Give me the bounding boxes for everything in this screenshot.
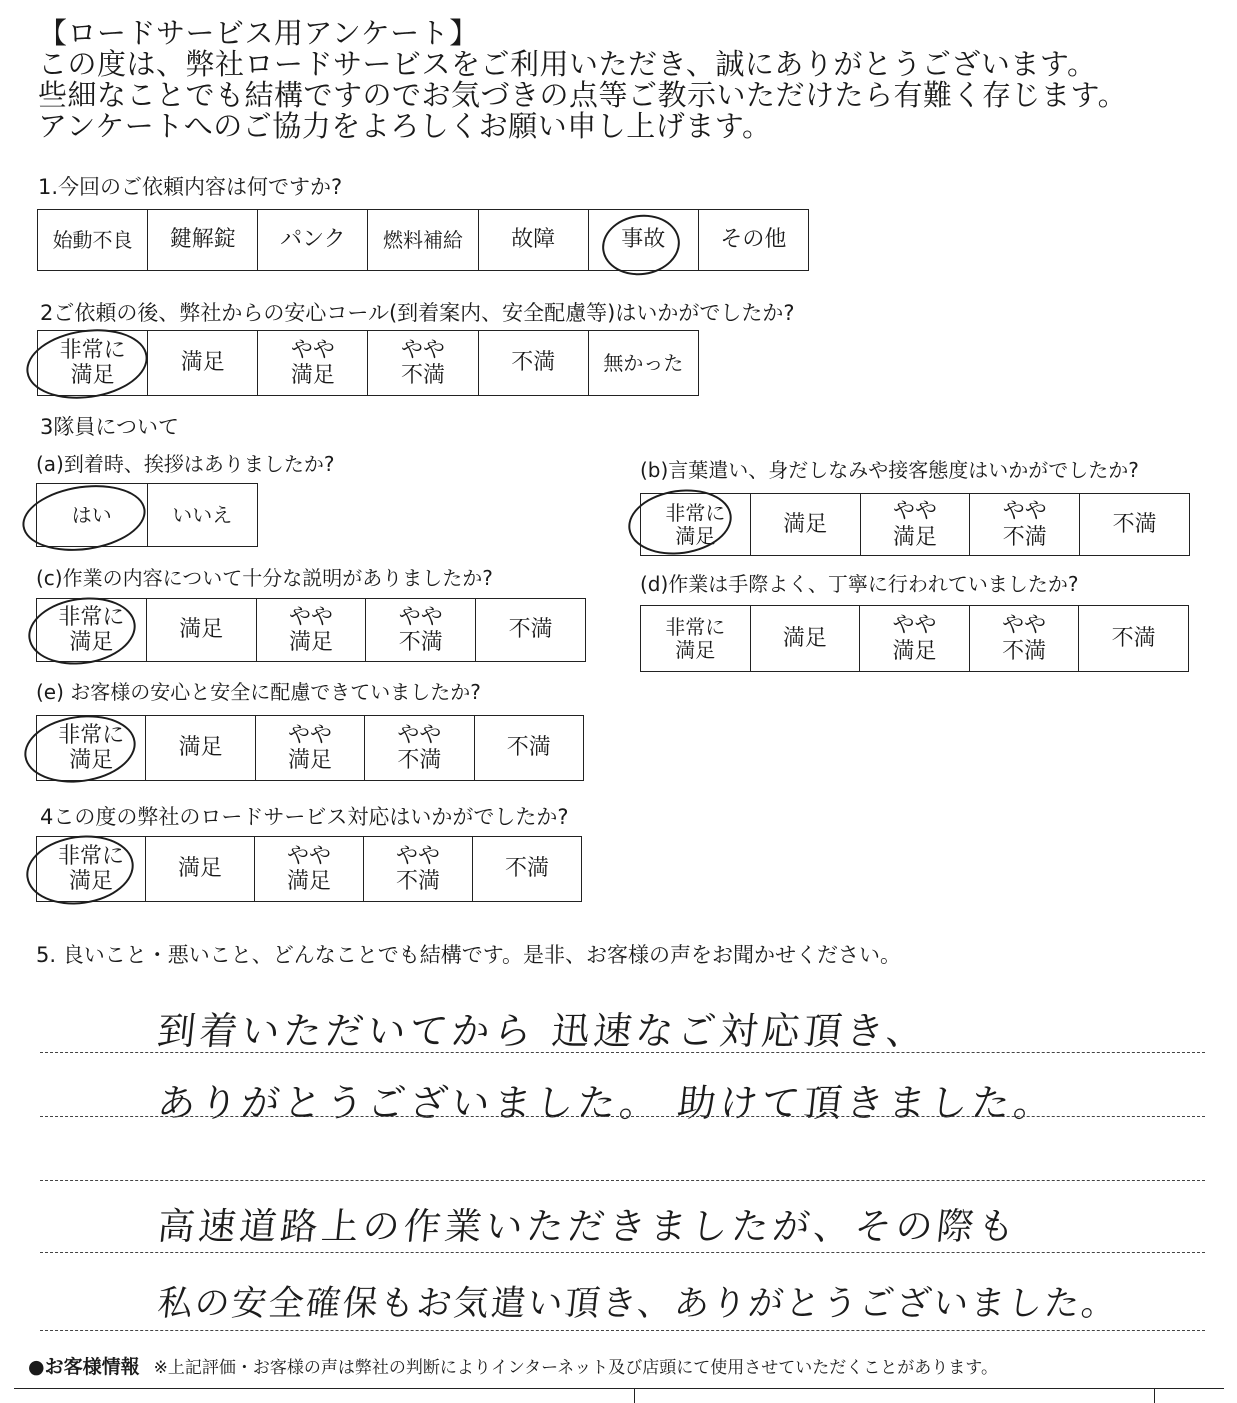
q4-option[interactable]: 不満 xyxy=(473,837,582,902)
q3d-options xyxy=(640,605,1189,672)
q3b-option[interactable]: 不満 xyxy=(1080,494,1190,556)
q2-options xyxy=(37,330,699,396)
q1-options xyxy=(37,209,809,271)
q3b-option[interactable]: やや 不満 xyxy=(970,494,1080,556)
customer-info-table xyxy=(14,1388,1224,1403)
answer-rule xyxy=(40,1180,1205,1181)
answer-rule xyxy=(40,1052,1205,1053)
q1-option[interactable]: 始動不良 xyxy=(38,210,148,271)
customer-info-heading: ●お客様情報 xyxy=(28,1356,140,1378)
q3e-title: (e) お客様の安心と安全に配慮できていましたか? xyxy=(36,680,481,704)
q3e-option[interactable]: 満足 xyxy=(146,716,255,781)
q4-options xyxy=(36,836,582,902)
q4-title: 4この度の弊社のロードサービス対応はいかがでしたか? xyxy=(40,805,569,829)
q3b-option[interactable]: 満足 xyxy=(750,494,860,556)
answer-rule xyxy=(40,1116,1205,1117)
q3e-option[interactable]: やや 満足 xyxy=(255,716,364,781)
usage-note: ※上記評価・お客様の声は弊社の判断によりインターネット及び店頭にて使用させていただくことがあります。 xyxy=(153,1358,998,1378)
q1-option[interactable]: パンク xyxy=(258,210,368,271)
q1-option[interactable]: 燃料補給 xyxy=(368,210,478,271)
q3d-option[interactable]: やや 不満 xyxy=(969,606,1079,672)
intro-line-3: アンケートへのご協力をよろしくお願い申し上げます。 xyxy=(38,109,772,143)
handwritten-answer-line-1: 到着いただいてから 迅速なご対応頂き、 xyxy=(155,1009,931,1053)
survey-header xyxy=(38,18,1127,142)
q3c-option[interactable]: やや 満足 xyxy=(256,599,366,662)
q3b-option[interactable]: やや 満足 xyxy=(860,494,970,556)
q3b-option-selected[interactable]: 非常に 満足 xyxy=(641,494,751,556)
q4-option[interactable]: 満足 xyxy=(146,837,255,902)
q3b-options xyxy=(640,493,1190,556)
q3c-option[interactable]: 不満 xyxy=(476,599,586,662)
q3a-option-selected[interactable]: はい xyxy=(37,484,148,547)
intro-line-1: この度は、弊社ロードサービスをご利用いただき、誠にありがとうございます。 xyxy=(38,47,1097,81)
q3e-option[interactable]: やや 不満 xyxy=(365,716,474,781)
customer-info-section xyxy=(28,1352,998,1379)
q3d-option[interactable]: 非常に 満足 xyxy=(641,606,751,672)
handwritten-answer-line-2: ありがとうございました。 助けて頂きました。 xyxy=(155,1081,1059,1125)
handwritten-answer-line-3: 高速道路上の作業いただきましたが、その際も xyxy=(155,1205,1021,1248)
q2-option[interactable]: 満足 xyxy=(148,331,258,396)
q2-option[interactable]: 無かった xyxy=(588,331,698,396)
q1-option[interactable]: 故障 xyxy=(478,210,588,271)
q3a-title: (a)到着時、挨拶はありましたか? xyxy=(36,452,335,476)
q2-option[interactable]: やや 不満 xyxy=(368,331,478,396)
q3a-option[interactable]: いいえ xyxy=(147,484,258,547)
q2-option-selected[interactable]: 非常に 満足 xyxy=(38,331,148,396)
q2-title: 2ご依頼の後、弊社からの安心コール(到着案内、安全配慮等)はいかがでしたか? xyxy=(40,301,795,325)
q2-option[interactable]: 不満 xyxy=(478,331,588,396)
q2-option[interactable]: やや 満足 xyxy=(258,331,368,396)
q1-option-selected[interactable]: 事故 xyxy=(588,210,698,271)
q1-option[interactable]: 鍵解錠 xyxy=(148,210,258,271)
q4-option[interactable]: やや 不満 xyxy=(364,837,473,902)
handwritten-answer-line-4: 私の安全確保もお気遣い頂き、ありがとうございました。 xyxy=(155,1284,1121,1324)
q3d-title: (d)作業は手際よく、丁寧に行われていましたか? xyxy=(640,572,1079,596)
q3e-option[interactable]: 不満 xyxy=(474,716,583,781)
q4-option-selected[interactable]: 非常に 満足 xyxy=(37,837,146,902)
intro-line-2: 些細なことでも結構ですのでお気づきの点等ご教示いただけたら有難く存じます。 xyxy=(38,78,1128,112)
q3a-options xyxy=(36,483,258,547)
q3e-option-selected[interactable]: 非常に 満足 xyxy=(37,716,146,781)
q3d-option[interactable]: 満足 xyxy=(750,606,860,672)
answer-rule xyxy=(40,1252,1205,1253)
q3c-option[interactable]: やや 不満 xyxy=(366,599,476,662)
q3e-options xyxy=(36,715,584,781)
q3b-title: (b)言葉遣い、身だしなみや接客態度はいかがでしたか? xyxy=(640,458,1139,482)
q4-option[interactable]: やや 満足 xyxy=(255,837,364,902)
q1-option[interactable]: その他 xyxy=(698,210,808,271)
q3c-option-selected[interactable]: 非常に 満足 xyxy=(37,599,147,662)
table-divider xyxy=(1154,1389,1155,1403)
q3c-option[interactable]: 満足 xyxy=(146,599,256,662)
q5-title: 5. 良いこと・悪いこと、どんなことでも結構です。是非、お客様の声をお聞かせください。 xyxy=(36,943,902,967)
q3d-option[interactable]: 不満 xyxy=(1079,606,1189,672)
table-divider xyxy=(634,1389,635,1403)
q3d-option[interactable]: やや 満足 xyxy=(860,606,970,672)
q3-title: 3隊員について xyxy=(40,415,179,439)
q3c-options xyxy=(36,598,586,662)
q3c-title: (c)作業の内容について十分な説明がありましたか? xyxy=(36,566,493,590)
q1-title: 1.今回のご依頼内容は何ですか? xyxy=(38,175,343,199)
answer-rule xyxy=(40,1330,1205,1331)
survey-title: 【ロードサービス用アンケート】 xyxy=(38,16,479,50)
